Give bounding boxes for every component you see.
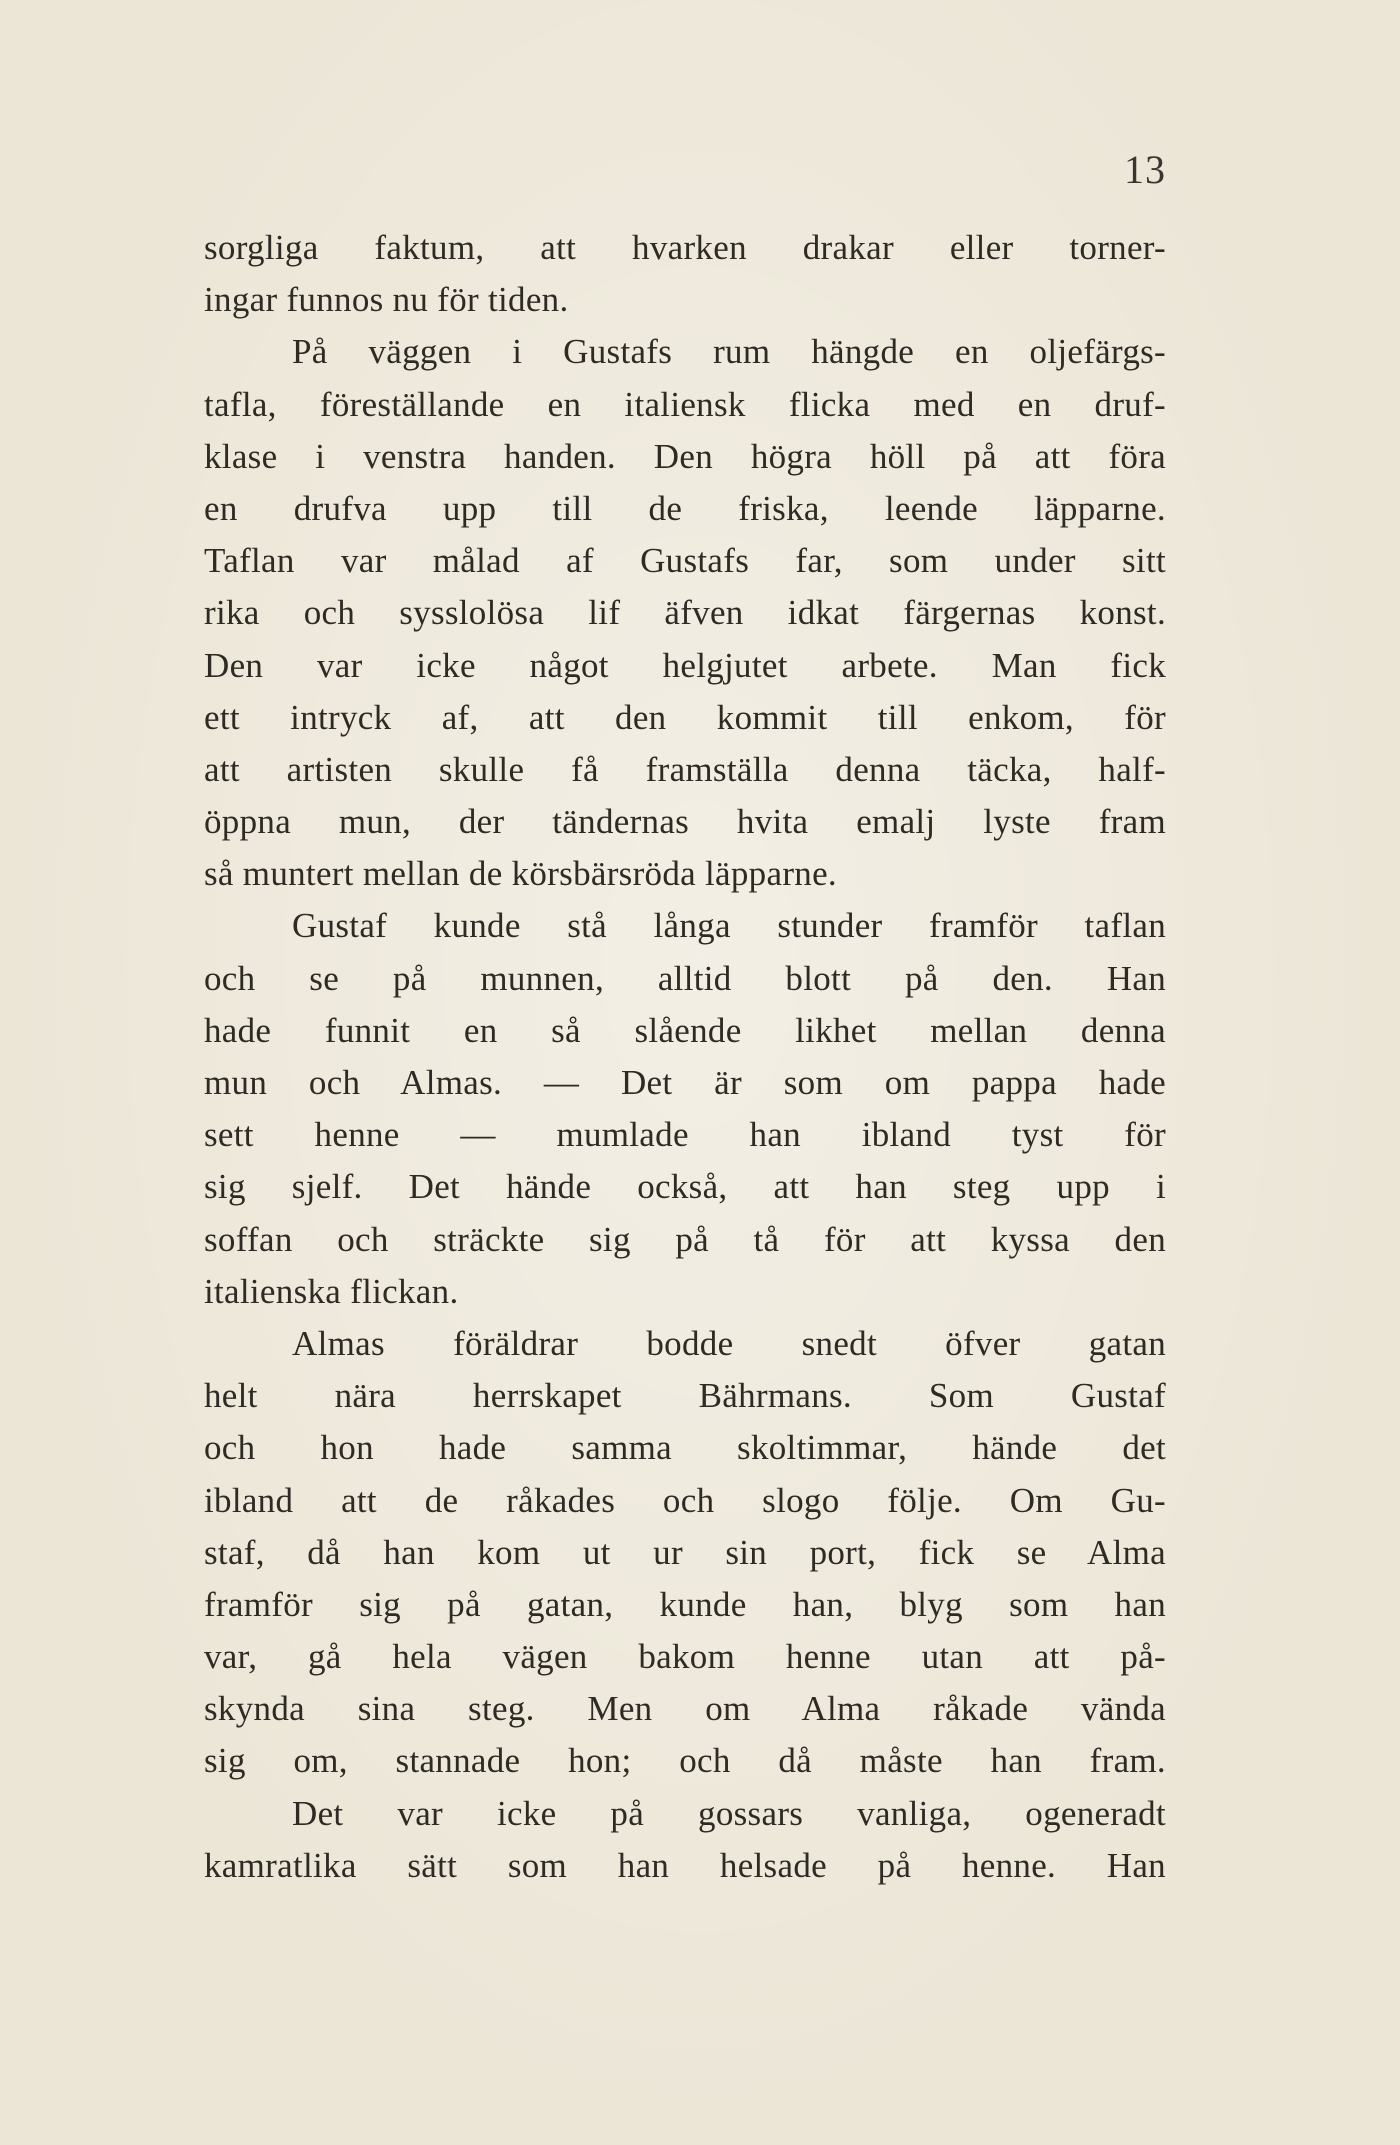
text-line: skynda sina steg. Men om Alma råkade vända [204, 1689, 1166, 1729]
text-line: så muntert mellan de körsbärsröda läpparne. [204, 854, 837, 894]
text-line: Almas föräldrar bodde snedt öfver gatan [292, 1323, 1166, 1363]
text-line: sorgliga faktum, att hvarken drakar eller torner- [204, 228, 1166, 267]
text-line: sig om, stannade hon; och då måste han fram. [204, 1741, 1166, 1781]
text-line: ingar funnos nu för tiden. [204, 280, 569, 320]
text-line: och hon hade samma skoltimmar, hände det [204, 1428, 1166, 1468]
text-line: klase i venstra handen. Den högra höll på att föra [204, 436, 1166, 476]
text-line: tafla, föreställande en italiensk flicka med en druf- [204, 384, 1166, 424]
text-line: staf, då han kom ut ur sin port, fick se Alma [204, 1532, 1166, 1572]
text-line: På väggen i Gustafs rum hängde en oljefärgs- [292, 332, 1166, 372]
page-number: 13 [1124, 147, 1166, 192]
text-line: italienska flickan. [204, 1271, 459, 1311]
text-line: soffan och sträckte sig på tå för att kyssa den [204, 1219, 1166, 1259]
text-line: att artisten skulle få framställa denna täcka, half- [204, 749, 1166, 789]
text-line: en drufva upp till de friska, leende läpparne. [204, 488, 1166, 528]
text-line: rika och sysslolösa lif äfven idkat färgernas konst. [204, 593, 1166, 633]
text-line: sett henne — mumlade han ibland tyst för [204, 1115, 1166, 1155]
text-line: Den var icke något helgjutet arbete. Man fick [204, 645, 1166, 685]
body-text [204, 222, 1166, 1892]
text-line: sig sjelf. Det hände också, att han steg upp i [204, 1167, 1166, 1207]
text-line: Taflan var målad af Gustafs far, som under sitt [204, 541, 1166, 581]
text-line: Det var icke på gossars vanliga, ogeneradt [292, 1793, 1166, 1833]
text-line: öppna mun, der tändernas hvita emalj lyste fram [204, 802, 1166, 842]
text-line: framför sig på gatan, kunde han, blyg som han [204, 1584, 1166, 1624]
text-line: och se på munnen, alltid blott på den. Han [204, 958, 1166, 998]
text-line: ett intryck af, att den kommit till enkom, för [204, 697, 1166, 737]
text-line: ibland att de råkades och slogo följe. Om Gu- [204, 1480, 1166, 1520]
text-line: var, gå hela vägen bakom henne utan att på- [204, 1637, 1166, 1677]
text-line: hade funnit en så slående likhet mellan denna [204, 1010, 1166, 1050]
text-line: Gustaf kunde stå långa stunder framför taflan [292, 906, 1166, 946]
text-line: kamratlika sätt som han helsade på henne. Han [204, 1845, 1166, 1885]
text-line: mun och Almas. — Det är som om pappa hade [204, 1063, 1166, 1102]
text-line: helt nära herrskapet Bährmans. Som Gustaf [204, 1376, 1166, 1416]
